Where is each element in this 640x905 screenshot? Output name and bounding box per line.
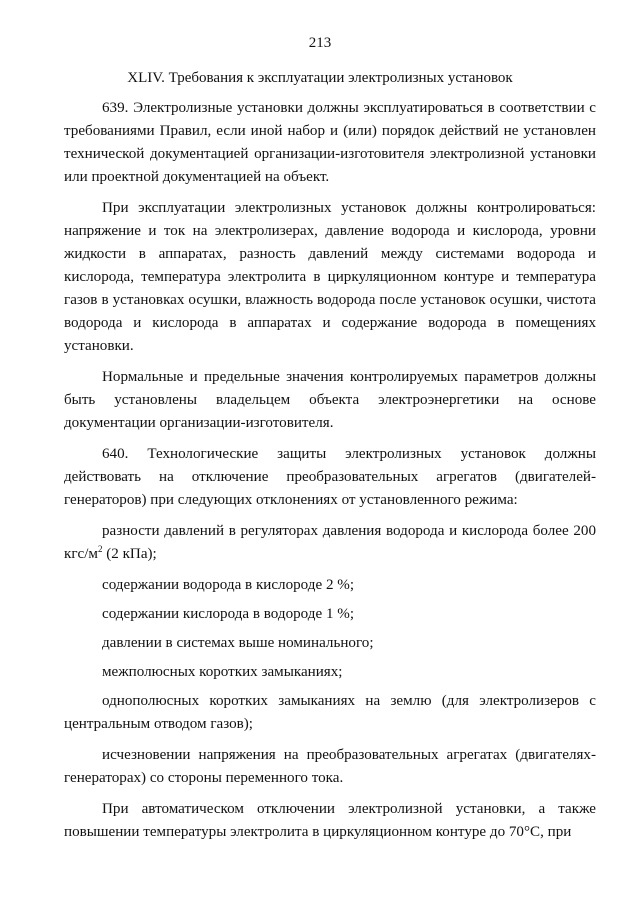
section-title: XLIV. Требования к эксплуатации электролизных установок: [127, 70, 513, 86]
pressure-text-after: (2 кПа);: [102, 546, 157, 562]
paragraph-640: 640. Технологические защиты электролизных установок должны действовать на отключение преобразовательных агрегатов (двигателей-генераторов) при следующих отклонениях от установленного режима:: [64, 446, 596, 508]
list-item: давлении в системах выше номинального;: [102, 635, 374, 651]
list-item: содержании кислорода в водороде 1 %;: [102, 606, 355, 622]
paragraph-639: 639. Электролизные установки должны эксплуатироваться в соответствии с требованиями Правил, если иной набор и (или) порядок действий не установлен технической документацией организации-изготовителя электролизной установки или проектной документацией на объект.: [64, 100, 596, 185]
paragraph-auto-shutdown: При автоматическом отключении электролизной установки, а также повышении температуры электролита в циркуляционном контуре до 70°С, при: [64, 801, 596, 840]
pressure-unit-superscript: 2: [97, 543, 103, 554]
pressure-text: разности давлений в регуляторах давления водорода и кислорода более 200 кгс/м: [64, 523, 596, 562]
list-item: содержании водорода в кислороде 2 %;: [102, 577, 355, 593]
page-number: 213: [308, 35, 332, 51]
list-item: однополюсных коротких замыканиях на землю (для электролизеров с центральным отводом газов);: [64, 693, 596, 732]
list-item-pressure-difference: [64, 520, 596, 566]
list-item: исчезновении напряжения на преобразовательных агрегатах (двигателях-генераторах) со стороны переменного тока.: [64, 747, 596, 786]
list-item: межполюсных коротких замыканиях;: [102, 664, 343, 680]
paragraph-limits: Нормальные и предельные значения контролируемых параметров должны быть установлены владельцем объекта электроэнергетики на основе документации организации-изготовителя.: [64, 369, 596, 431]
document-body: [64, 97, 596, 852]
paragraph-monitoring: При эксплуатации электролизных установок должны контролироваться: напряжение и ток на электролизерах, давление водорода и кислорода, уровни жидкости в аппаратах, разность давлений между системами водорода и кислорода, температура электролита в циркуляционном контуре и температура газов в установках осушки, влажность водорода после установок осушки, чистота водорода и кислорода в аппаратах и содержание водорода в помещениях установки.: [64, 200, 596, 354]
